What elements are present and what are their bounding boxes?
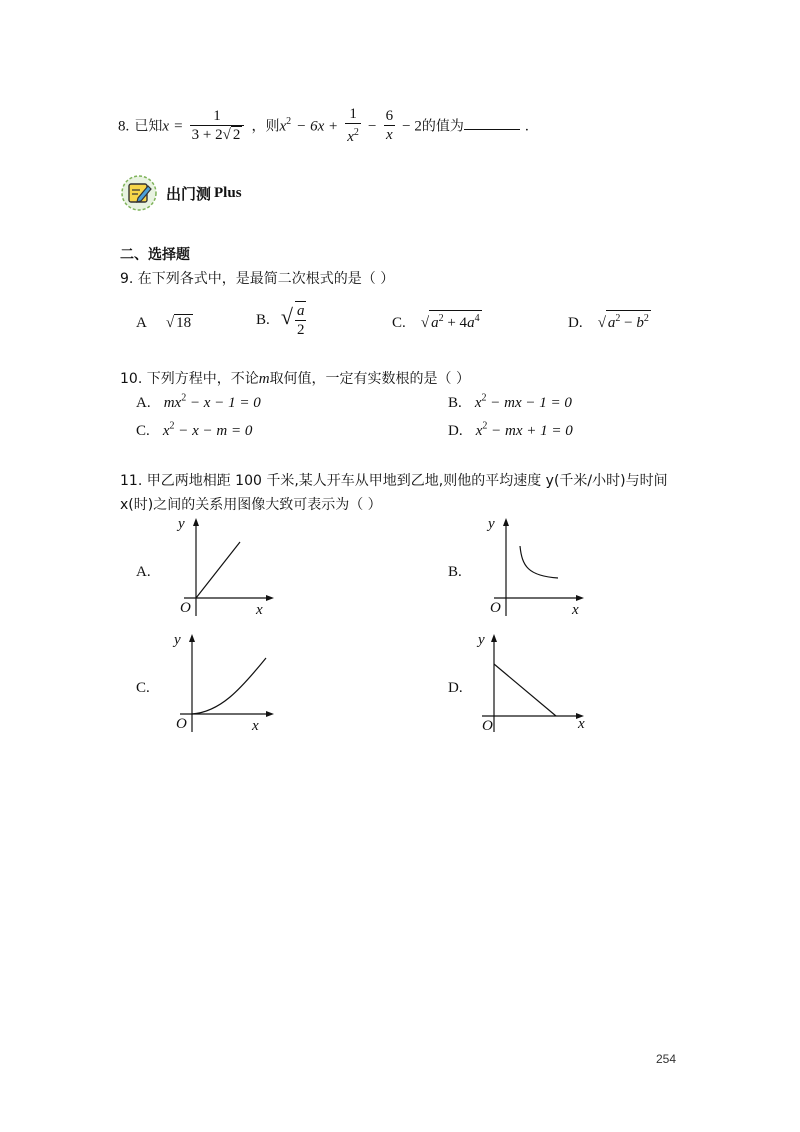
answer-blank[interactable] bbox=[464, 115, 520, 130]
graph-c bbox=[170, 628, 280, 736]
q10-option-c[interactable]: C. $x^2 - x - m = 0$ bbox=[136, 420, 253, 439]
section-plus-title: 出门测 bbox=[166, 184, 212, 203]
graph-b-y-arrow bbox=[503, 518, 509, 526]
graph-d bbox=[476, 628, 590, 736]
section-plus-header: 出门测 Plus bbox=[120, 175, 242, 211]
graph-b-y-label: y bbox=[488, 516, 495, 532]
graph-b-x-arrow bbox=[576, 595, 584, 601]
graph-c-y-arrow bbox=[189, 634, 195, 642]
q11-option-c-label[interactable]: C. bbox=[136, 680, 150, 696]
question-10-stem: 10. 下列方程中，不论m取何值，一定有实数根的是（ ） bbox=[120, 371, 471, 387]
graph-b-origin: O bbox=[490, 600, 501, 616]
graph-a-x-arrow bbox=[266, 595, 274, 601]
q8-number: 8. bbox=[118, 118, 130, 135]
q9-option-c[interactable]: C. √ $a^2 + 4a^4$ bbox=[392, 304, 482, 340]
q9-option-a[interactable]: A √ 18 bbox=[136, 315, 192, 331]
q9-option-b[interactable]: B. √ $\frac{a}{2}$ bbox=[256, 302, 305, 338]
graph-c-y-label: y bbox=[174, 632, 181, 648]
graph-d-x-label: x bbox=[578, 716, 585, 732]
graph-b-x-label: x bbox=[572, 602, 579, 618]
q8-fraction: $\frac{1}{3 + 2√ 2}$ bbox=[190, 107, 245, 144]
graph-b bbox=[480, 514, 590, 620]
graph-d-curve bbox=[494, 664, 556, 716]
graph-c-x-arrow bbox=[266, 711, 274, 717]
graph-a-origin: O bbox=[180, 600, 191, 616]
graph-c-origin: O bbox=[176, 716, 187, 732]
section-2-title: 二、选择题 bbox=[120, 247, 190, 263]
graph-a-y-arrow bbox=[193, 518, 199, 526]
question-11-line-2: x(时)之间的关系用图像大致可表示为（ ） bbox=[120, 497, 382, 513]
q10-option-b[interactable]: B. $x^2$ − mx − 1 = 0 bbox=[448, 392, 572, 411]
q11-option-a-label[interactable]: A. bbox=[136, 564, 151, 580]
q8-lead: 已知 bbox=[134, 118, 163, 135]
graph-d-origin: O bbox=[482, 718, 493, 734]
graph-c-x-label: x bbox=[252, 718, 259, 734]
graph-a-curve bbox=[196, 542, 240, 598]
graph-a-y-label: y bbox=[178, 516, 185, 532]
graph-d-y-arrow bbox=[491, 634, 497, 642]
question-8: 8. 已知x = $\frac{1}{3 + 2√ 2}$ ，则$x^2 - 6x$ + $\frac{1}{x^2}$ − $\frac{6}{x}$ − 2的值为 . bbox=[118, 106, 529, 146]
graph-a bbox=[170, 514, 280, 620]
page-number: 254 bbox=[656, 1052, 677, 1066]
question-9-stem: 9. 在下列各式中，是最简二次根式的是（ ） bbox=[120, 271, 395, 287]
question-11-line-1: 11. 甲乙两地相距 100 千米,某人开车从甲地到乙地,则他的平均速度 y(千米/小时)与时间 bbox=[120, 473, 668, 489]
graph-b-curve bbox=[520, 546, 558, 578]
pencil-note-icon bbox=[120, 174, 158, 212]
graph-a-x-label: x bbox=[256, 602, 263, 618]
q11-option-d-label[interactable]: D. bbox=[448, 680, 463, 696]
q10-option-d[interactable]: D. $x^2$ − mx + 1 = 0 bbox=[448, 420, 573, 439]
q10-option-a[interactable]: A. $mx^2 - x - 1 = 0$ bbox=[136, 392, 261, 411]
graph-c-curve bbox=[192, 658, 266, 714]
q9-option-d[interactable]: D. √ $a^2 - b^2$ bbox=[568, 304, 651, 340]
q11-option-b-label[interactable]: B. bbox=[448, 564, 462, 580]
graph-d-y-label: y bbox=[478, 632, 485, 648]
